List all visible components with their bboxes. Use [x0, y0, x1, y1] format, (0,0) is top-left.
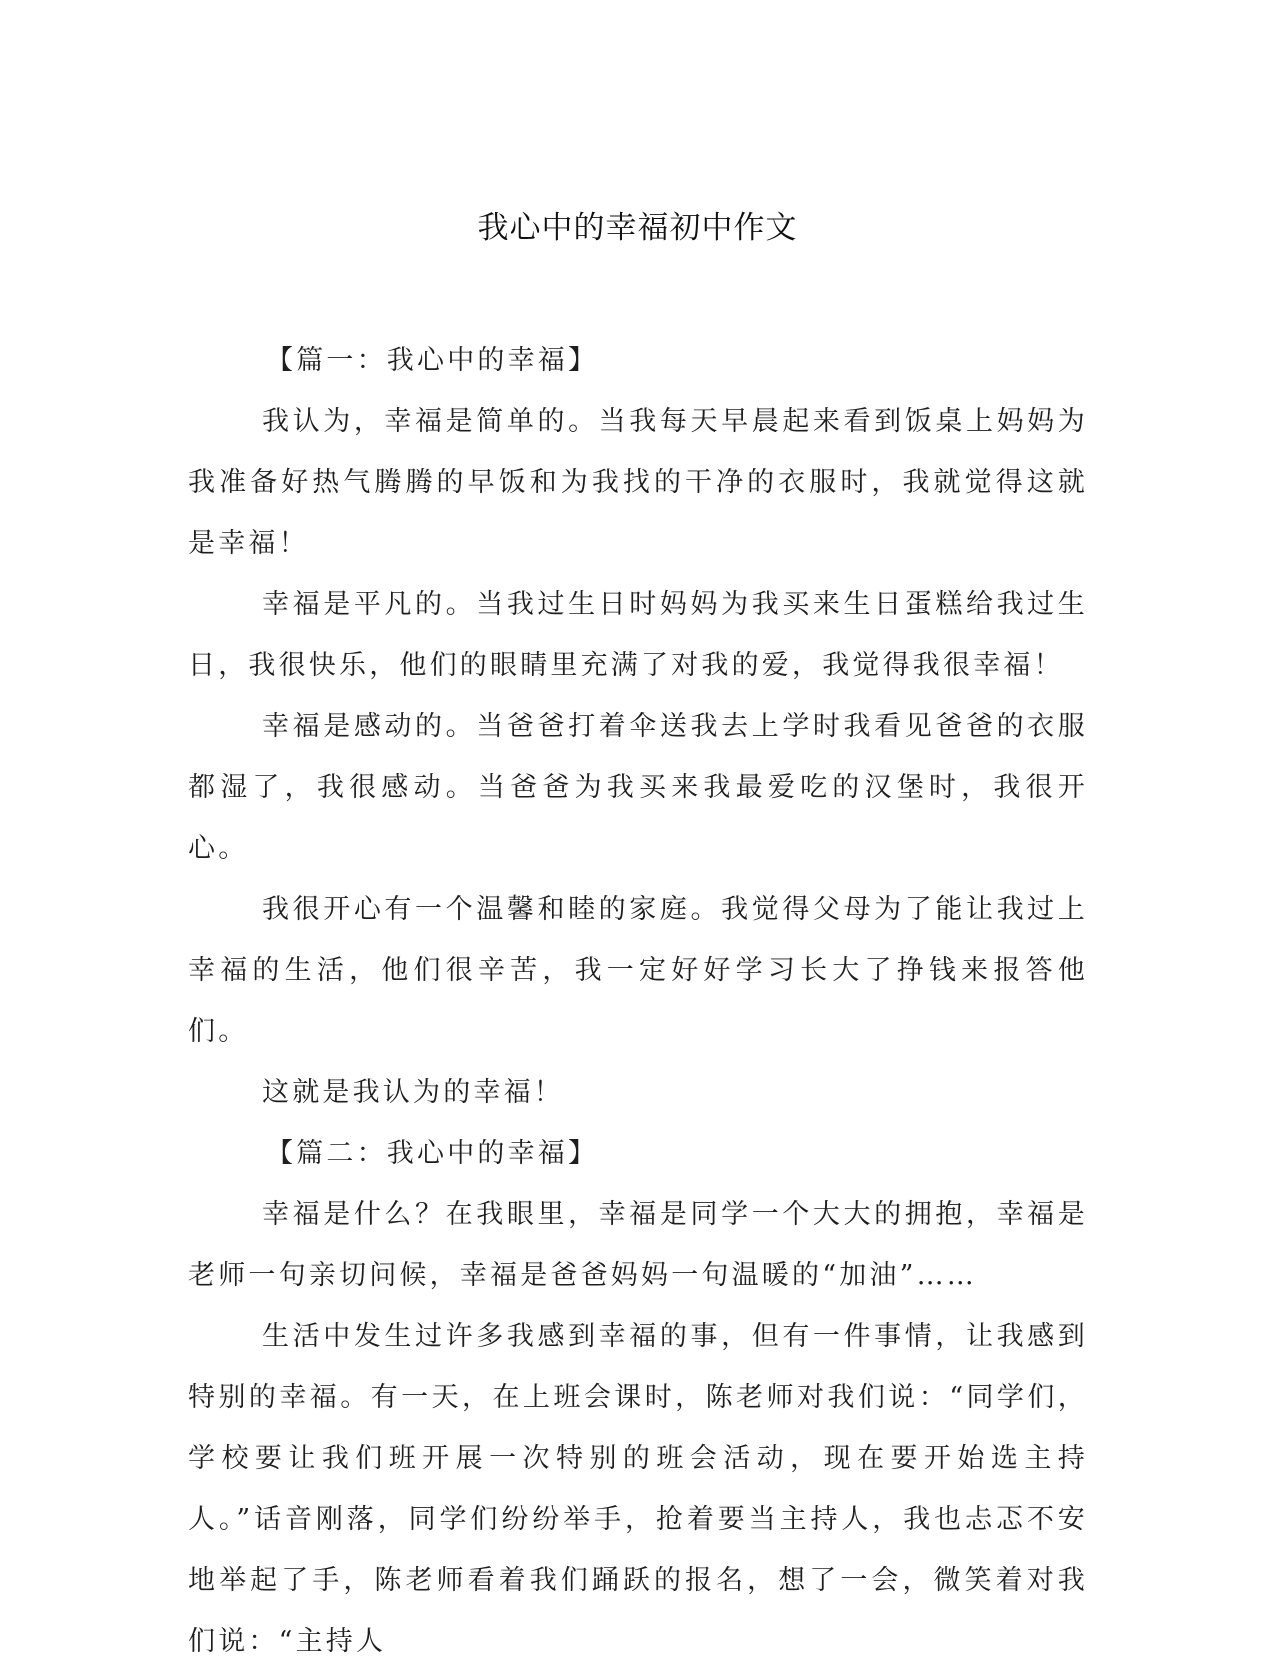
paragraph-6: 幸福是什么？在我眼里，幸福是同学一个大大的拥抱，幸福是老师一句亲切问候，幸福是爸爸妈妈一句温暖的“加油”……: [188, 1199, 1088, 1291]
paragraph-2: 幸福是平凡的。当我过生日时妈妈为我买来生日蛋糕给我过生日，我很快乐，他们的眼睛里充满了对我的爱，我觉得我很幸福！: [188, 589, 1088, 681]
paragraph-4: 我很开心有一个温馨和睦的家庭。我觉得父母为了能让我过上幸福的生活，他们很辛苦，我一定好好学习长大了挣钱来报答他们。: [188, 894, 1088, 1047]
section-heading-1: 【篇一：我心中的幸福】: [266, 345, 599, 376]
paragraph-3: 幸福是感动的。当爸爸打着伞送我去上学时我看见爸爸的衣服都湿了，我很感动。当爸爸为我买来我最爱吃的汉堡时，我很开心。: [188, 711, 1088, 864]
paragraph-7: 生活中发生过许多我感到幸福的事，但有一件事情，让我感到特别的幸福。有一天，在上班会课时，陈老师对我们说：“同学们，学校要让我们班开展一次特别的班会活动，现在要开始选主持人。”话音刚落，同学们纷纷举手，抢着要当主持人，我也忐忑不安地举起了手，陈老师看着我们踊跃的报名，想了一会，微笑着对我们说：“主持人: [188, 1321, 1088, 1657]
section-heading-2: 【篇二：我心中的幸福】: [266, 1138, 599, 1169]
document-title: 我心中的幸福初中作文: [477, 210, 798, 246]
document-body: [188, 330, 1088, 1672]
paragraph-1: 我认为，幸福是简单的。当我每天早晨起来看到饭桌上妈妈为我准备好热气腾腾的早饭和为我找的干净的衣服时，我就觉得这就是幸福！: [188, 406, 1088, 559]
paragraph-5: 这就是我认为的幸福！: [262, 1077, 564, 1108]
